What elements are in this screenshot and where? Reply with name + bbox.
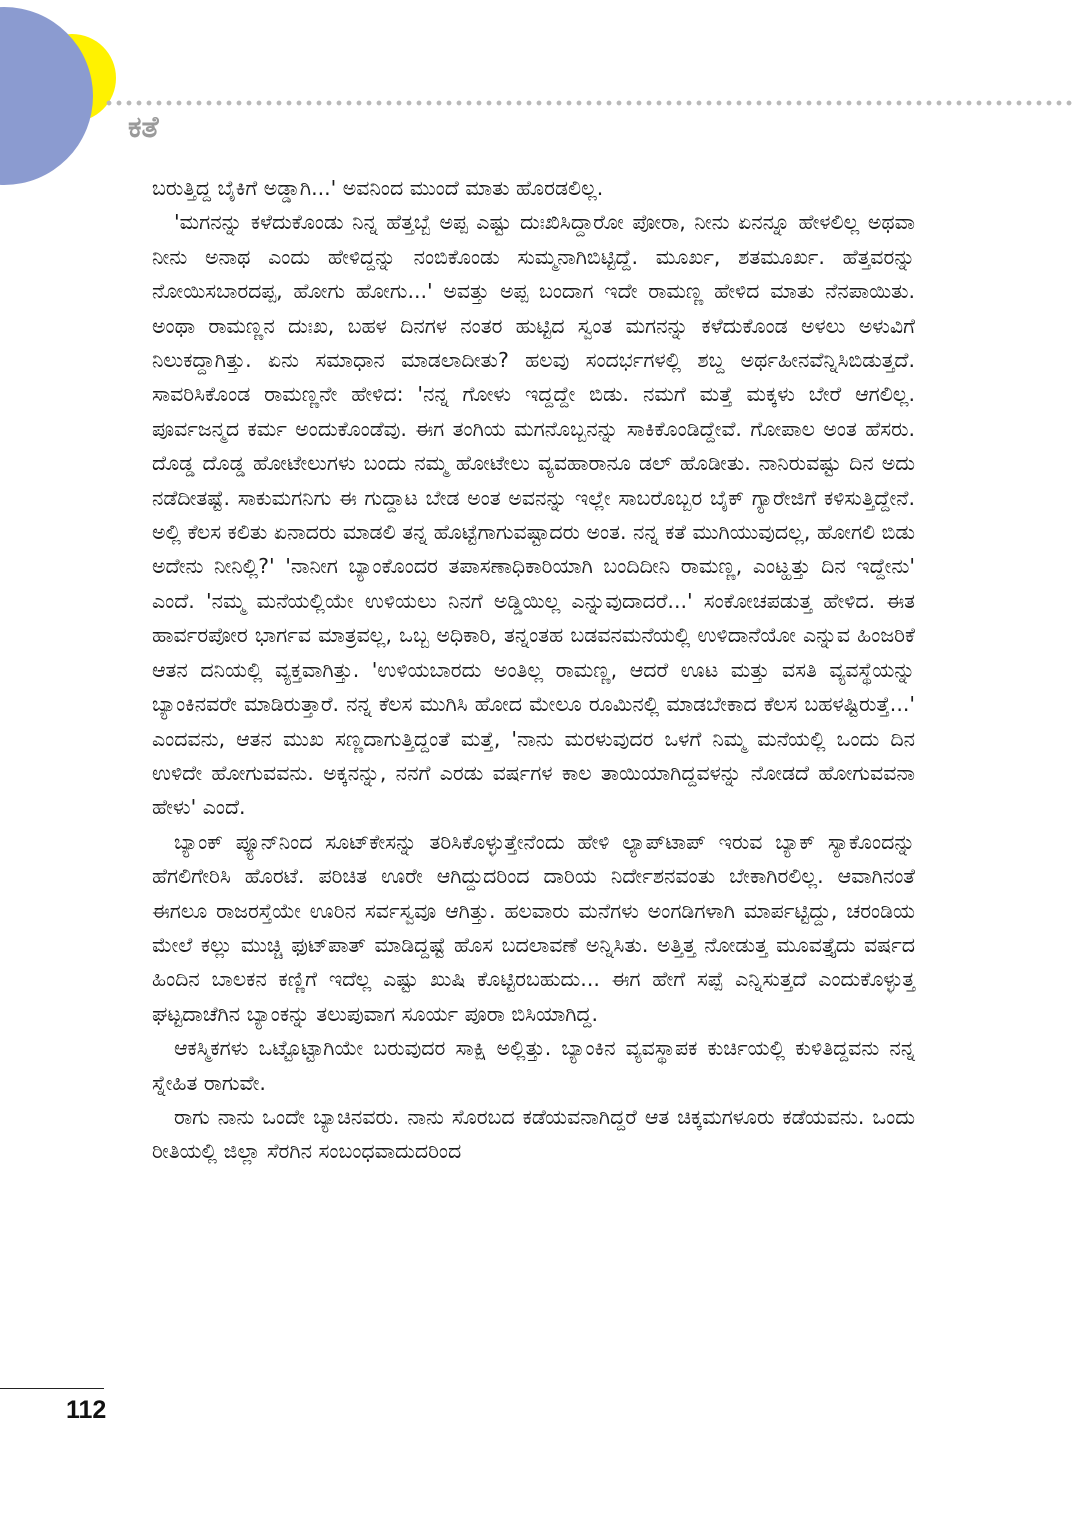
paragraph: ಬರುತ್ತಿದ್ದ ಬೈಕಿಗೆ ಅಡ್ಡಾಗಿ...' ಅವನಿಂದ ಮುಂದೆ ಮಾತು ಹೊರಡಲಿಲ್ಲ. — [152, 176, 604, 200]
dotted-divider — [104, 99, 1072, 107]
section-label: ಕತೆ — [128, 110, 159, 145]
blue-circle-shape — [0, 7, 93, 185]
footer-rule — [0, 1388, 104, 1389]
paragraph: ಆಕಸ್ಮಿಕಗಳು ಒಟ್ಟೊಟ್ಟಾಗಿಯೇ ಬರುವುದರ ಸಾಕ್ಷಿ ಅಲ್ಲಿತ್ತು. ಬ್ಯಾಂಕಿನ ವ್ಯವಸ್ಥಾಪಕ ಕುರ್ಚಿಯಲ್ಲಿ ಕುಳಿತಿದ್ದವನು ನನ್ನ ಸ್ನೇಹಿತ ರಾಗುವೇ. — [152, 1036, 915, 1095]
story-body — [152, 171, 915, 1169]
paragraph: ರಾಗು ನಾನು ಒಂದೇ ಬ್ಯಾಚಿನವರು. ನಾನು ಸೊರಬದ ಕಡೆಯವನಾಗಿದ್ದರೆ ಆತ ಚಿಕ್ಕಮಗಳೂರು ಕಡೆಯವನು. ಒಂದು ರೀತಿಯಲ್ಲಿ ಜಿಲ್ಲಾ ಸೆರಗಿನ ಸಂಬಂಧವಾದುದರಿಂದ — [152, 1104, 915, 1164]
paragraph: 'ಮಗನನ್ನು ಕಳೆದುಕೊಂಡು ನಿನ್ನ ಹೆತ್ತಬ್ಬೆ ಅಪ್ಪ ಎಷ್ಟು ದುಃಖಿಸಿದ್ದಾರೋ ಪೋರಾ, ನೀನು ಏನನ್ನೂ ಹೇಳಲಿಲ್ಲ ಅಥವಾ ನೀನು ಅನಾಥ ಎಂದು ಹೇಳಿದ್ದನ್ನು ನಂಬಿಕೊಂಡು ಸುಮ್ಮನಾಗಿಬಿಟ್ಟಿದ್ದೆ. ಮೂರ್ಖ, ಶತಮೂರ್ಖ. ಹೆತ್ತವರನ್ನು ನೋಯಿಸಬಾರದಪ್ಪ, ಹೋಗು ಹೋಗು...' ಅವತ್ತು ಅಪ್ಪ ಬಂದಾಗ ಇದೇ ರಾಮಣ್ಣ ಹೇಳಿದ ಮಾತು ನೆನಪಾಯಿತು. ಅಂಥಾ ರಾಮಣ್ಣನ ದುಃಖ, ಬಹಳ ದಿನಗಳ ನಂತರ ಹುಟ್ಟಿದ ಸ್ವಂತ ಮಗನನ್ನು ಕಳೆದುಕೊಂಡ ಅಳಲು ಅಳುವಿಗೆ ನಿಲುಕದ್ದಾಗಿತ್ತು. ಏನು ಸಮಾಧಾನ ಮಾಡಲಾದೀತು? ಹಲವು ಸಂದರ್ಭಗಳಲ್ಲಿ ಶಬ್ದ ಅರ್ಥಹೀನವೆನ್ನಿಸಿಬಿಡುತ್ತದೆ. ಸಾವರಿಸಿಕೊಂಡ ರಾಮಣ್ಣನೇ ಹೇಳಿದ: 'ನನ್ನ ಗೋಳು ಇದ್ದದ್ದೇ ಬಿಡು. ನಮಗೆ ಮತ್ತೆ ಮಕ್ಕಳು ಬೇರೆ ಆಗಲಿಲ್ಲ. ಪೂರ್ವಜನ್ಮದ ಕರ್ಮ ಅಂದುಕೊಂಡೆವು. ಈಗ ತಂಗಿಯ ಮಗನೊಬ್ಬನನ್ನು ಸಾಕಿಕೊಂಡಿದ್ದೇವೆ. ಗೋಪಾಲ ಅಂತ ಹೆಸರು. ದೊಡ್ಡ ದೊಡ್ಡ ಹೋಟೇಲುಗಳು ಬಂದು ನಮ್ಮ ಹೋಟೇಲು ವ್ಯವಹಾರಾನೂ ಡಲ್ ಹೊಡೀತು. ನಾನಿರುವಷ್ಟು ದಿನ ಅದು ನಡೆದೀತಷ್ಟೆ. ಸಾಕುಮಗನಿಗು ಈ ಗುದ್ದಾಟ ಬೇಡ ಅಂತ ಅವನನ್ನು ಇಲ್ಲೇ ಸಾಬರೊಬ್ಬರ ಬೈಕ್ ಗ್ಯಾರೇಜಿಗೆ ಕಳಿಸುತ್ತಿದ್ದೇನೆ. ಅಲ್ಲಿ ಕೆಲಸ ಕಲಿತು ಏನಾದರು ಮಾಡಲಿ ತನ್ನ ಹೊಟ್ಟೆಗಾಗುವಷ್ಟಾದರು ಅಂತ. ನನ್ನ ಕತೆ ಮುಗಿಯುವುದಲ್ಲ, ಹೋಗಲಿ ಬಿಡು ಅದೇನು ನೀನಿಲ್ಲಿ?' 'ನಾನೀಗ ಬ್ಯಾಂಕೊಂದರ ತಪಾಸಣಾಧಿಕಾರಿಯಾಗಿ ಬಂದಿದೀನಿ ರಾಮಣ್ಣ, ಎಂಟ್ಹತ್ತು ದಿನ ಇದ್ದೇನು' ಎಂದೆ. 'ನಮ್ಮ ಮನೆಯಲ್ಲಿಯೇ ಉಳಿಯಲು ನಿನಗೆ ಅಡ್ಡಿಯಿಲ್ಲ ಎನ್ನುವುದಾದರೆ...' ಸಂಕೋಚಪಡುತ್ತ ಹೇಳಿದ. ಈತ ಹಾರ್ವರಪೋರ ಭಾರ್ಗವ ಮಾತ್ರವಲ್ಲ, ಒಬ್ಬ ಅಧಿಕಾರಿ, ತನ್ನಂತಹ ಬಡವನಮನೆಯಲ್ಲಿ ಉಳಿದಾನೆಯೋ ಎನ್ನುವ ಹಿಂಜರಿಕೆ ಆತನ ದನಿಯಲ್ಲಿ ವ್ಯಕ್ತವಾಗಿತ್ತು. 'ಉಳಿಯಬಾರದು ಅಂತಿಲ್ಲ ರಾಮಣ್ಣ, ಆದರೆ ಊಟ ಮತ್ತು ವಸತಿ ವ್ಯವಸ್ಥೆಯನ್ನು ಬ್ಯಾಂಕಿನವರೇ ಮಾಡಿರುತ್ತಾರೆ. ನನ್ನ ಕೆಲಸ ಮುಗಿಸಿ ಹೋದ ಮೇಲೂ ರೂಮಿನಲ್ಲಿ ಮಾಡಬೇಕಾದ ಕೆಲಸ ಬಹಳಷ್ಟಿರುತ್ತೆ...' ಎಂದವನು, ಆತನ ಮುಖ ಸಣ್ಣದಾಗುತ್ತಿದ್ದಂತೆ ಮತ್ತೆ, 'ನಾನು ಮರಳುವುದರ ಒಳಗೆ ನಿಮ್ಮ ಮನೆಯಲ್ಲಿ ಒಂದು ದಿನ ಉಳಿದೇ ಹೋಗುವವನು. ಅಕ್ಕನನ್ನು, ನನಗೆ ಎರಡು ವರ್ಷಗಳ ಕಾಲ ತಾಯಿಯಾಗಿದ್ದವಳನ್ನು ನೋಡದೆ ಹೋಗುವವನಾ ಹೇಳು' ಎಂದೆ. — [152, 210, 915, 820]
paragraph: ಬ್ಯಾಂಕ್ ಪ್ಯೂನ್‌ನಿಂದ ಸೂಟ್‌ಕೇಸನ್ನು ತರಿಸಿಕೊಳ್ಳುತ್ತೇನೆಂದು ಹೇಳಿ ಲ್ಯಾಪ್‌ಟಾಪ್ ಇರುವ ಬ್ಯಾಕ್ ಸ್ಯಾಕೊಂದನ್ನು ಹೆಗಲಿಗೇರಿಸಿ ಹೊರಟೆ. ಪರಿಚಿತ ಊರೇ ಆಗಿದ್ದುದರಿಂದ ದಾರಿಯ ನಿರ್ದೇಶನವಂತು ಬೇಕಾಗಿರಲಿಲ್ಲ. ಆವಾಗಿನಂತೆ ಈಗಲೂ ರಾಜರಸ್ತೆಯೇ ಊರಿನ ಸರ್ವಸ್ವವೂ ಆಗಿತ್ತು. ಹಲವಾರು ಮನೆಗಳು ಅಂಗಡಿಗಳಾಗಿ ಮಾರ್ಪಟ್ಟಿದ್ದು, ಚರಂಡಿಯ ಮೇಲೆ ಕಲ್ಲು ಮುಚ್ಚಿ ಫುಟ್‌ಪಾತ್ ಮಾಡಿದ್ದಷ್ಟೆ ಹೊಸ ಬದಲಾವಣೆ ಅನ್ನಿಸಿತು. ಅತ್ತಿತ್ತ ನೋಡುತ್ತ ಮೂವತ್ತೈದು ವರ್ಷದ ಹಿಂದಿನ ಬಾಲಕನ ಕಣ್ಣಿಗೆ ಇದೆಲ್ಲ ಎಷ್ಟು ಖುಷಿ ಕೊಟ್ಟಿರಬಹುದು... ಈಗ ಹೇಗೆ ಸಪ್ಪೆ ಎನ್ನಿಸುತ್ತದೆ ಎಂದುಕೊಳ್ಳುತ್ತ ಘಟ್ಟದಾಚೆಗಿನ ಬ್ಯಾಂಕನ್ನು ತಲುಪುವಾಗ ಸೂರ್ಯ ಪೂರಾ ಬಿಸಿಯಾಗಿದ್ದ. — [152, 829, 915, 1026]
page-number: 112 — [66, 1396, 107, 1424]
